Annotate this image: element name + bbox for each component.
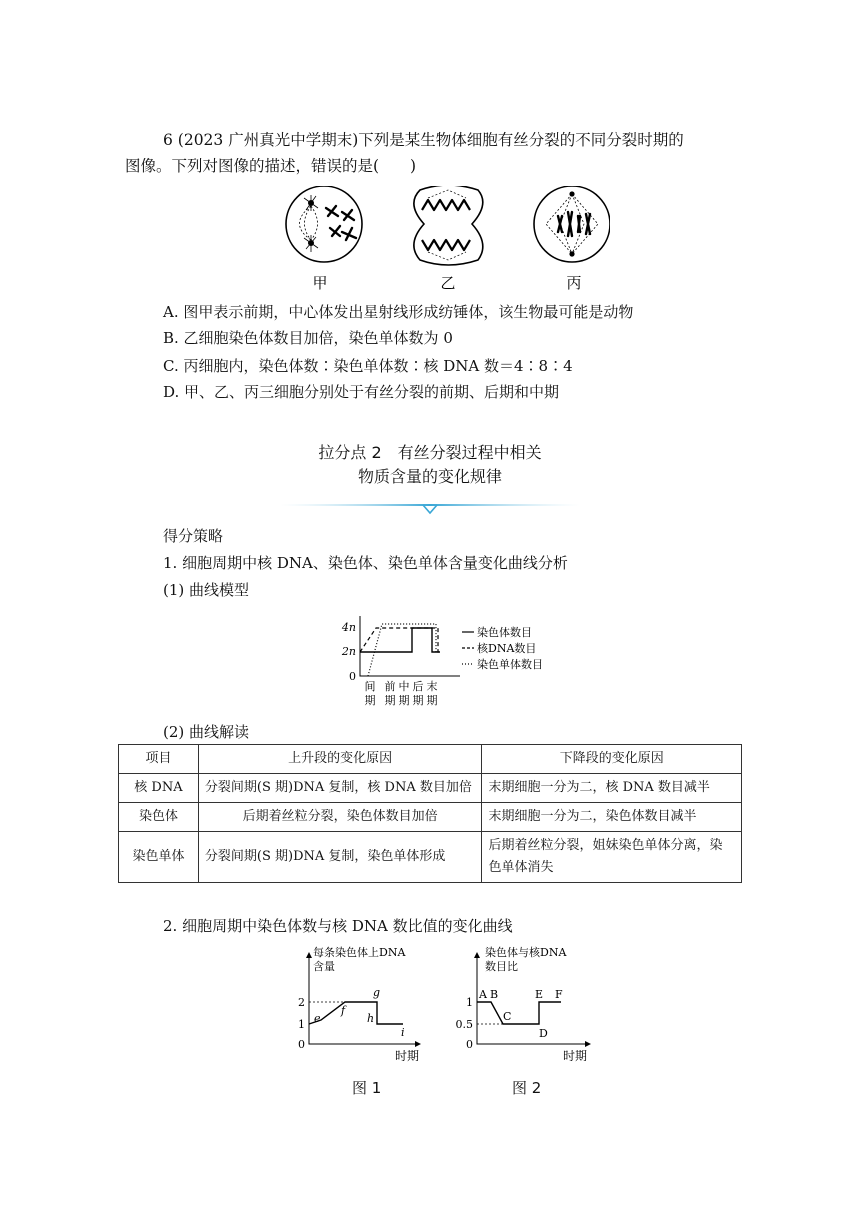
fig2-point-F: F <box>555 988 563 1001</box>
model-line-chromosome <box>360 628 440 652</box>
section-divider <box>280 498 580 518</box>
fig1-ytick-2: 2 <box>298 996 305 1009</box>
fig2-point-D: D <box>539 1027 548 1040</box>
section-title-line2: 物质含量的变化规律 <box>357 467 502 486</box>
model-xtick-2: 前 <box>384 680 396 693</box>
fig2-ytick-1: 1 <box>466 996 473 1009</box>
fig2-xlabel: 时期 <box>563 1049 588 1063</box>
table-cell-item: 染色单体 <box>119 832 199 883</box>
section-title-line1: 拉分点 2 有丝分裂过程中相关 <box>318 443 542 462</box>
fig1-ytick-0: 0 <box>298 1038 305 1051</box>
figure-1-chart <box>295 942 445 1066</box>
fig2-curve <box>477 1002 561 1024</box>
table-cell-item: 染色体 <box>119 803 199 832</box>
cell-figures <box>280 186 610 294</box>
table-row <box>119 774 742 803</box>
cell-bing-figure <box>534 186 610 262</box>
fig2-ylabel-line2: 数目比 <box>485 960 518 973</box>
fig2-ylabel-line1: 染色体与核DNA <box>485 946 567 959</box>
fig2-ytick-0: 0 <box>466 1038 473 1051</box>
table-header-rise: 上升段的变化原因 <box>198 745 482 774</box>
fig2-point-C: C <box>503 1010 512 1023</box>
fig2-point-B: B <box>490 988 499 1001</box>
table-row <box>119 832 742 883</box>
cell-yi-figure <box>414 186 483 265</box>
model-xtick-5: 末 <box>426 680 438 693</box>
fig1-point-f: f <box>341 1004 346 1017</box>
model-ytick-2n: 2n <box>341 645 356 658</box>
model-xtick-b5: 期 <box>426 694 438 707</box>
option-c: C. 丙细胞内，染色体数∶染色单体数∶核 DNA 数＝4∶8∶4 <box>163 357 573 375</box>
model-xtick-b4: 期 <box>412 694 424 707</box>
fig1-point-h: h <box>367 1012 375 1025</box>
option-a: A. 图甲表示前期，中心体发出星射线形成纺锤体，该生物最可能是动物 <box>163 303 634 321</box>
table-cell-fall: 后期着丝粒分裂，姐妹染色单体分离，染色单体消失 <box>482 832 742 883</box>
fig1-ylabel-line2: 含量 <box>313 960 335 973</box>
fig1-ylabel-line1: 每条染色体上DNA <box>313 946 406 959</box>
model-line-chromatid <box>368 624 436 676</box>
fig2-caption: 图 2 <box>512 1079 542 1097</box>
fig1-xlabel: 时期 <box>395 1049 420 1063</box>
model-xtick-b2: 期 <box>384 694 396 707</box>
model-xtick-b3: 期 <box>398 694 410 707</box>
table-header-fall: 下降段的变化原因 <box>482 745 742 774</box>
cell-label-bing: 丙 <box>566 274 582 292</box>
fig1-ytick-1: 1 <box>298 1018 305 1031</box>
legend-chromatid: 染色单体数目 <box>477 658 543 671</box>
item1-heading: 1. 细胞周期中核 DNA、染色体、染色单体含量变化曲线分析 <box>163 554 568 572</box>
fig1-point-i: i <box>401 1026 405 1039</box>
option-b: B. 乙细胞染色体数目加倍，染色单体数为 0 <box>163 329 453 347</box>
fig2-point-E: E <box>535 988 544 1001</box>
fig2-point-A: A <box>479 988 487 1001</box>
item2-heading: 2. 细胞周期中染色体数与核 DNA 数比值的变化曲线 <box>163 917 513 935</box>
fig1-caption: 图 1 <box>352 1079 382 1097</box>
item1-sub1: (1) 曲线模型 <box>163 581 250 599</box>
legend-dna: 核DNA数目 <box>477 642 537 655</box>
model-xtick-1: 间 <box>364 680 376 693</box>
explanation-table <box>118 744 742 883</box>
fig1-curve <box>309 1002 403 1024</box>
table-header-row <box>119 745 742 774</box>
cell-label-jia: 甲 <box>312 274 328 292</box>
table-row <box>119 803 742 832</box>
option-d: D. 甲、乙、丙三细胞分别处于有丝分裂的前期、后期和中期 <box>163 383 560 401</box>
fig2-ytick-05: 0.5 <box>455 1018 473 1031</box>
model-line-dna <box>360 628 442 652</box>
question-stem-line1: 6 (2023 广州真光中学期末)下列是某生物体细胞有丝分裂的不同分裂时期的 <box>163 131 684 149</box>
model-ytick-4n: 4n <box>341 621 356 634</box>
cell-jia-figure <box>286 186 362 262</box>
fig1-point-e: e <box>314 1012 321 1025</box>
table-cell-rise: 分裂间期(S 期)DNA 复制，核 DNA 数目加倍 <box>198 774 482 803</box>
table-cell-item: 核 DNA <box>119 774 199 803</box>
model-xtick-3: 中 <box>398 680 410 693</box>
model-ytick-0: 0 <box>349 670 356 683</box>
cell-label-yi: 乙 <box>440 274 456 292</box>
table-cell-rise: 分裂间期(S 期)DNA 复制，染色单体形成 <box>198 832 482 883</box>
fig1-point-g: g <box>373 986 381 999</box>
item1-sub2: (2) 曲线解读 <box>163 723 250 741</box>
table-cell-fall: 末期细胞一分为二，染色体数目减半 <box>482 803 742 832</box>
legend-chromosome: 染色体数目 <box>477 626 532 639</box>
question-stem-line2: 图像。下列对图像的描述，错误的是( ) <box>125 157 417 175</box>
model-xtick-4: 后 <box>412 680 424 693</box>
table-cell-fall: 末期细胞一分为二，核 DNA 数目减半 <box>482 774 742 803</box>
model-xtick-b1: 期 <box>364 694 376 707</box>
figure-2-chart <box>455 942 605 1066</box>
table-cell-rise: 后期着丝粒分裂，染色体数目加倍 <box>198 803 482 832</box>
strategy-label: 得分策略 <box>163 527 224 545</box>
model-axes <box>360 616 460 676</box>
table-header-item: 项目 <box>119 745 199 774</box>
model-curve-chart <box>330 610 570 710</box>
